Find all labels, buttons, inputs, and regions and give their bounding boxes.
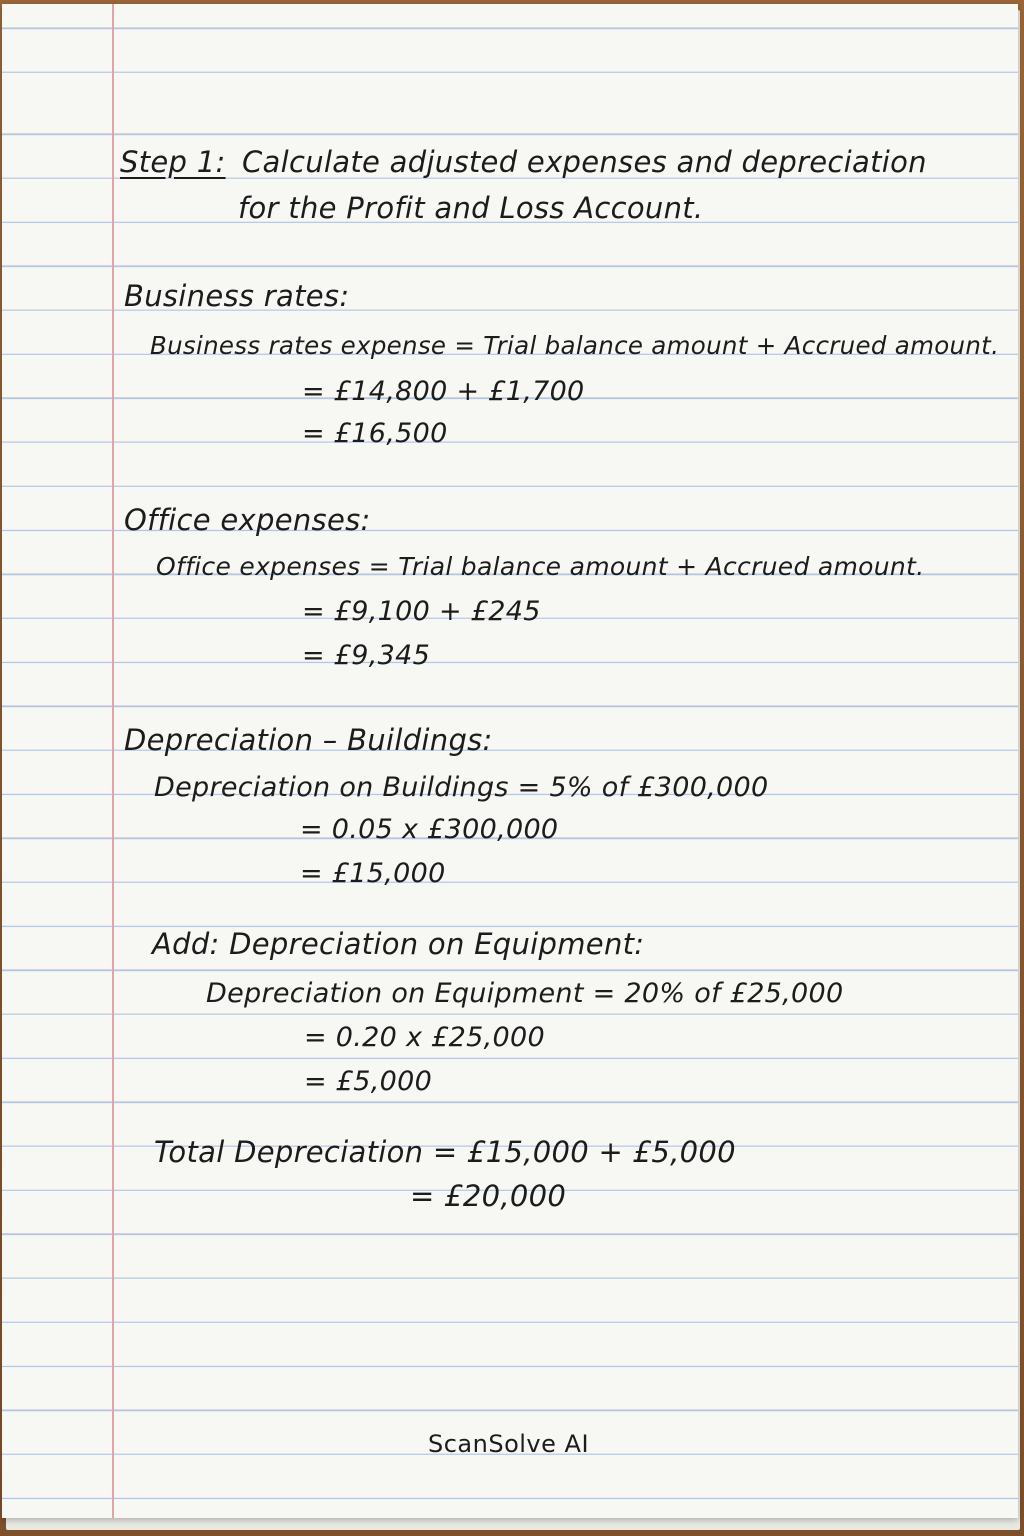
business-rates-result: = £16,500 [302, 418, 448, 449]
depreciation-buildings-heading: Depreciation – Buildings: [124, 723, 493, 757]
office-expenses-heading: Office expenses: [124, 503, 371, 537]
depreciation-buildings-formula: Depreciation on Buildings = 5% of £300,000 [154, 772, 769, 803]
depreciation-buildings-result: = £15,000 [300, 858, 446, 889]
office-expenses-result: = £9,345 [302, 640, 431, 671]
total-depreciation-result: = £20,000 [410, 1179, 567, 1213]
step-title-line1: Calculate adjusted expenses and depreciation [242, 145, 927, 179]
business-rates-calc: = £14,800 + £1,700 [302, 376, 585, 407]
depreciation-equipment-calc: = 0.20 x £25,000 [304, 1022, 545, 1053]
depreciation-buildings-calc: = 0.05 x £300,000 [300, 814, 559, 845]
step-label: Step 1: [120, 145, 226, 179]
business-rates-heading: Business rates: [124, 279, 350, 313]
office-expenses-formula: Office expenses = Trial balance amount + Accrued amount. [156, 552, 925, 581]
business-rates-formula: Business rates expense = Trial balance amount + Accrued amount. [150, 331, 1000, 360]
office-expenses-calc: = £9,100 + £245 [302, 596, 541, 627]
depreciation-equipment-formula: Depreciation on Equipment = 20% of £25,000 [206, 978, 844, 1009]
depreciation-equipment-result: = £5,000 [304, 1066, 433, 1097]
margin-line [112, 4, 114, 1518]
total-depreciation-formula: Total Depreciation = £15,000 + £5,000 [154, 1135, 736, 1169]
notebook-page [2, 4, 1018, 1518]
step-title-line2: for the Profit and Loss Account. [238, 191, 704, 225]
depreciation-equipment-heading: Add: Depreciation on Equipment: [152, 927, 645, 961]
footer-brand: ScanSolve AI [428, 1430, 590, 1458]
